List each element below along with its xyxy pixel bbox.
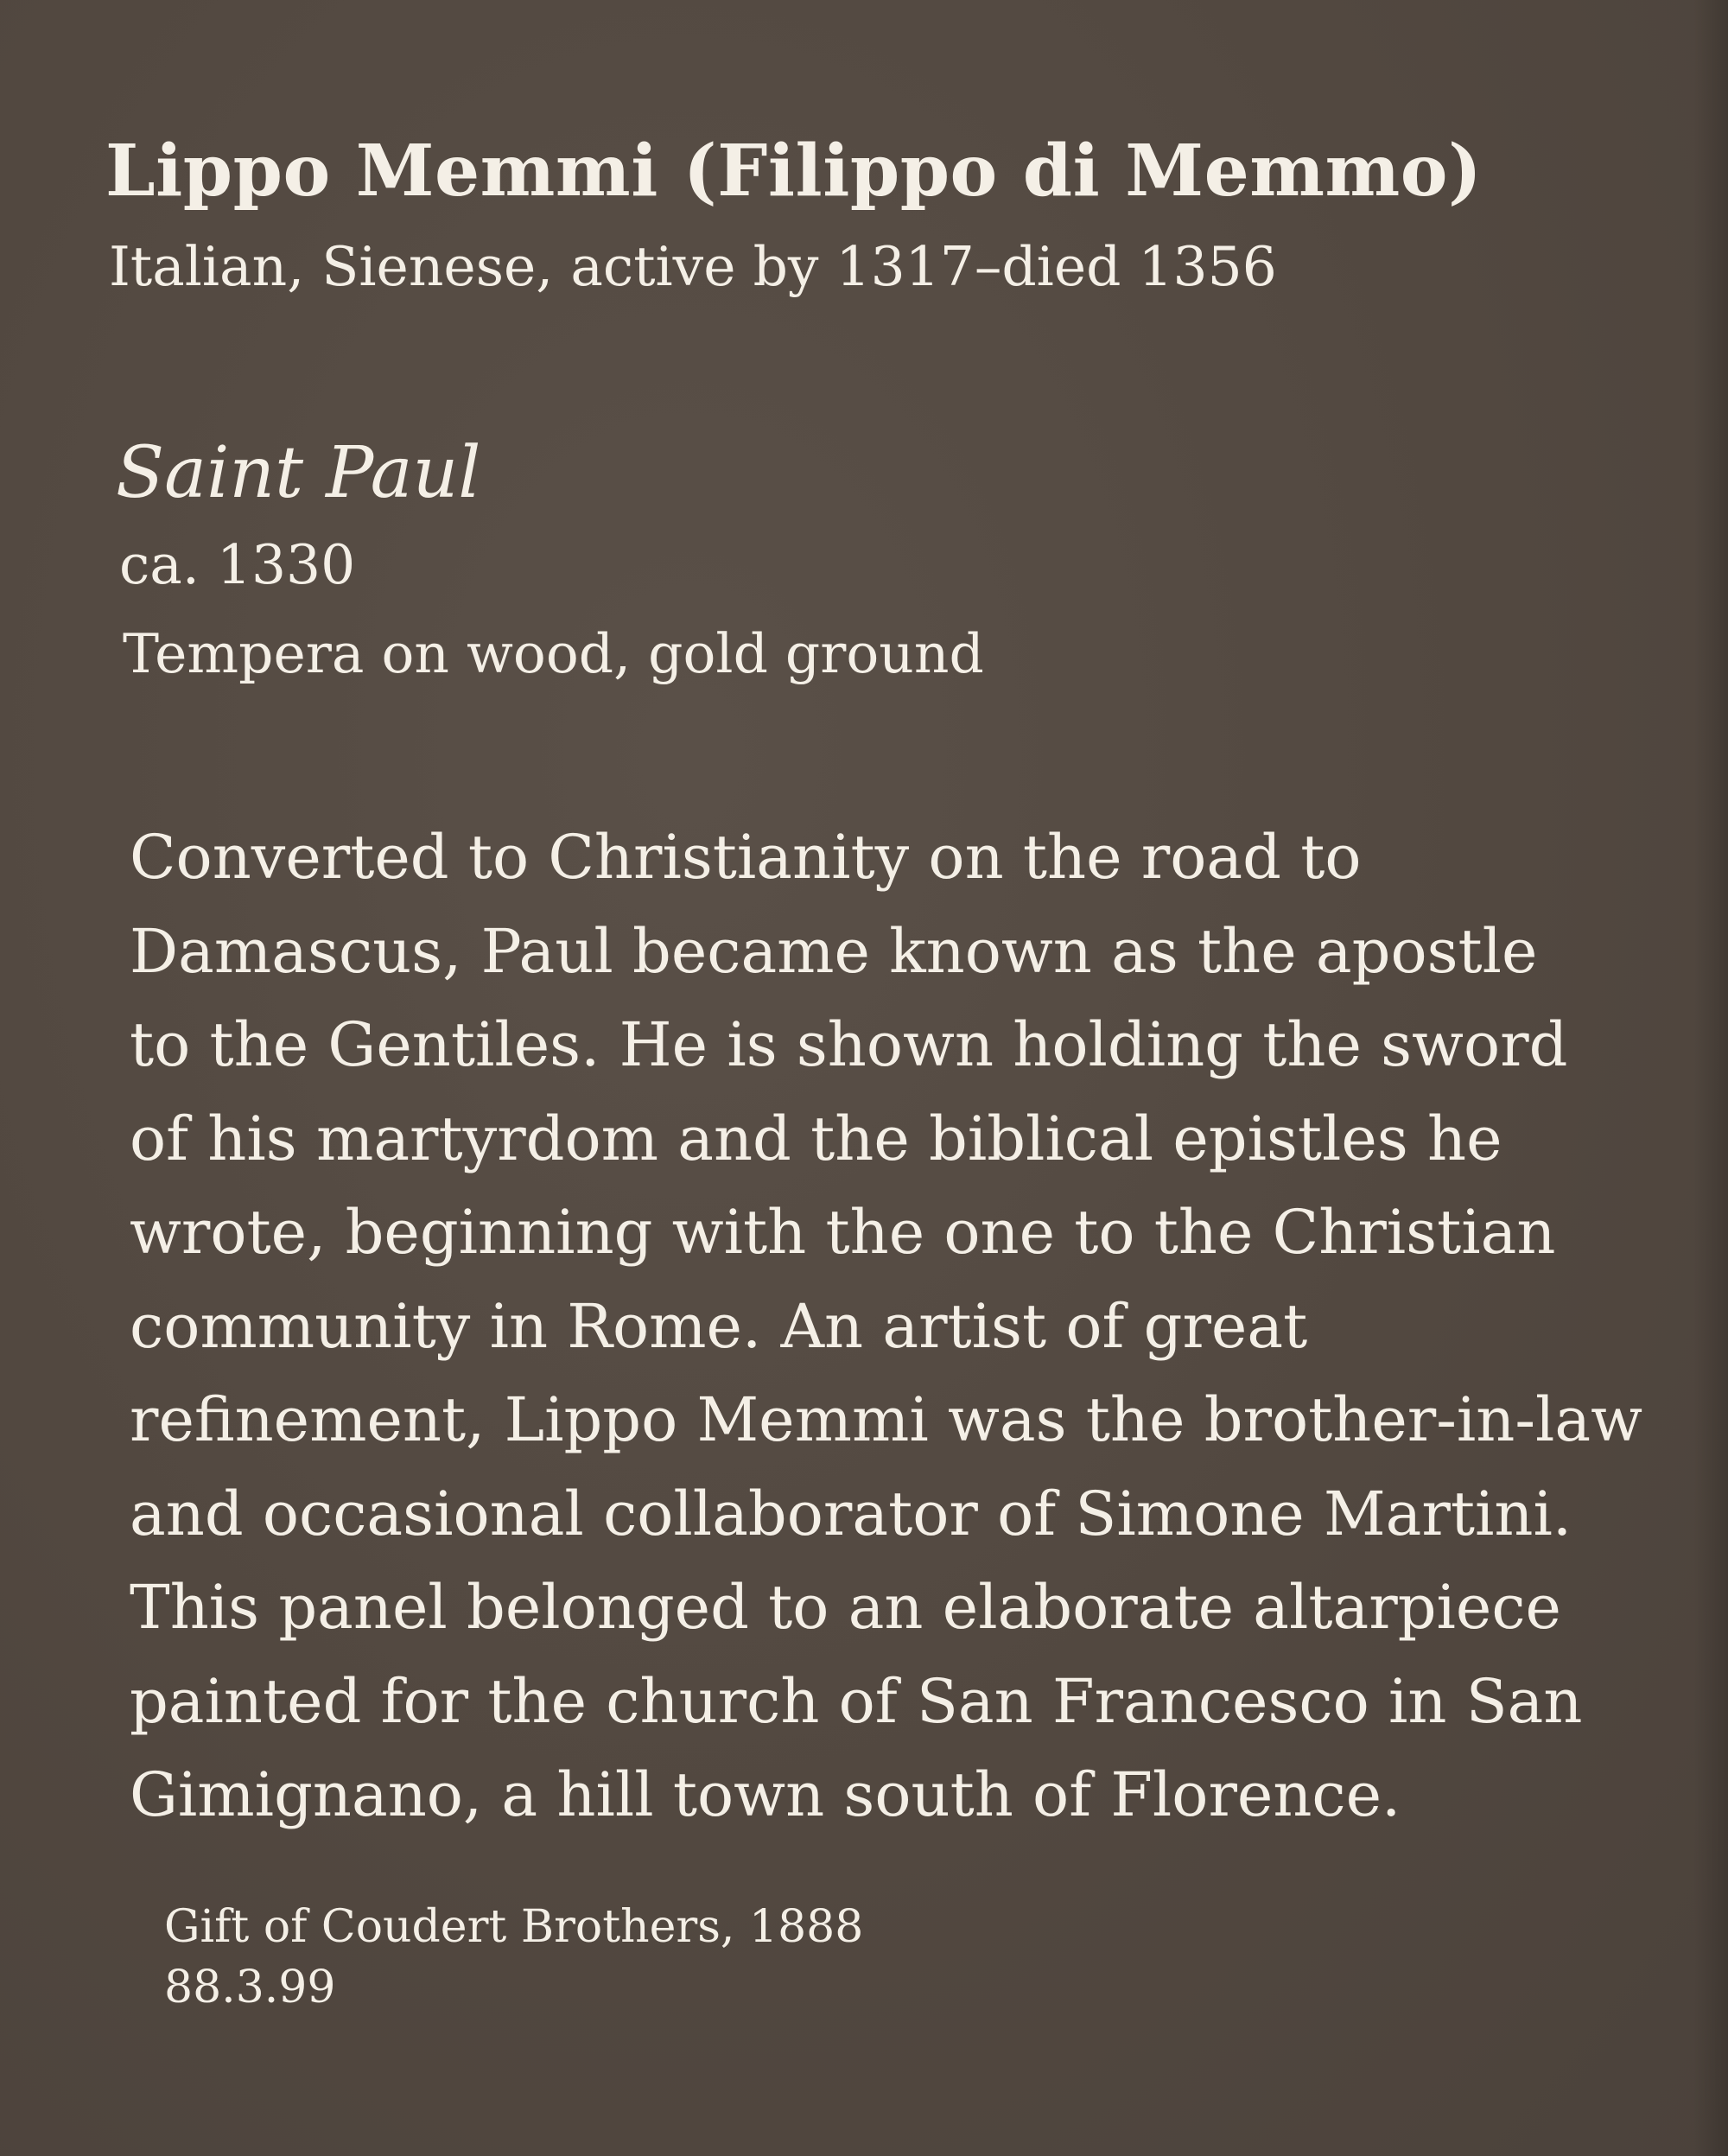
description-line: to the Gentiles. He is shown holding the sword <box>130 1009 1568 1080</box>
description-line: This panel belonged to an elaborate altarpiece <box>130 1572 1561 1643</box>
description-line: wrote, beginning with the one to the Christian <box>130 1197 1556 1268</box>
artist-name: Lippo Memmi (Filippo di Memmo) <box>105 130 1483 213</box>
panel-edge-shadow <box>1693 0 1728 2156</box>
accession-number: 88.3.99 <box>164 1962 336 2013</box>
work-date: ca. 1330 <box>119 533 356 596</box>
description-line: painted for the church of San Francesco in San <box>130 1665 1583 1737</box>
description-line: community in Rome. An artist of great <box>130 1290 1308 1362</box>
description-text <box>130 811 1643 1842</box>
description-line: of his martyrdom and the biblical epistles he <box>130 1103 1502 1174</box>
description-line: and occasional collaborator of Simone Martini. <box>130 1478 1572 1549</box>
work-medium: Tempera on wood, gold ground <box>123 622 984 685</box>
description-line: Gimignano, a hill town south of Florence. <box>130 1759 1401 1830</box>
description-line: refinement, Lippo Memmi was the brother-in-law <box>130 1384 1643 1455</box>
description-line: Damascus, Paul became known as the apostle <box>130 915 1538 987</box>
artist-nationality-dates: Italian, Sienese, active by 1317–died 1356 <box>109 235 1277 298</box>
credit-line: Gift of Coudert Brothers, 1888 <box>164 1901 864 1953</box>
work-title: Saint Paul <box>116 432 481 514</box>
description-line: Converted to Christianity on the road to <box>130 822 1362 893</box>
